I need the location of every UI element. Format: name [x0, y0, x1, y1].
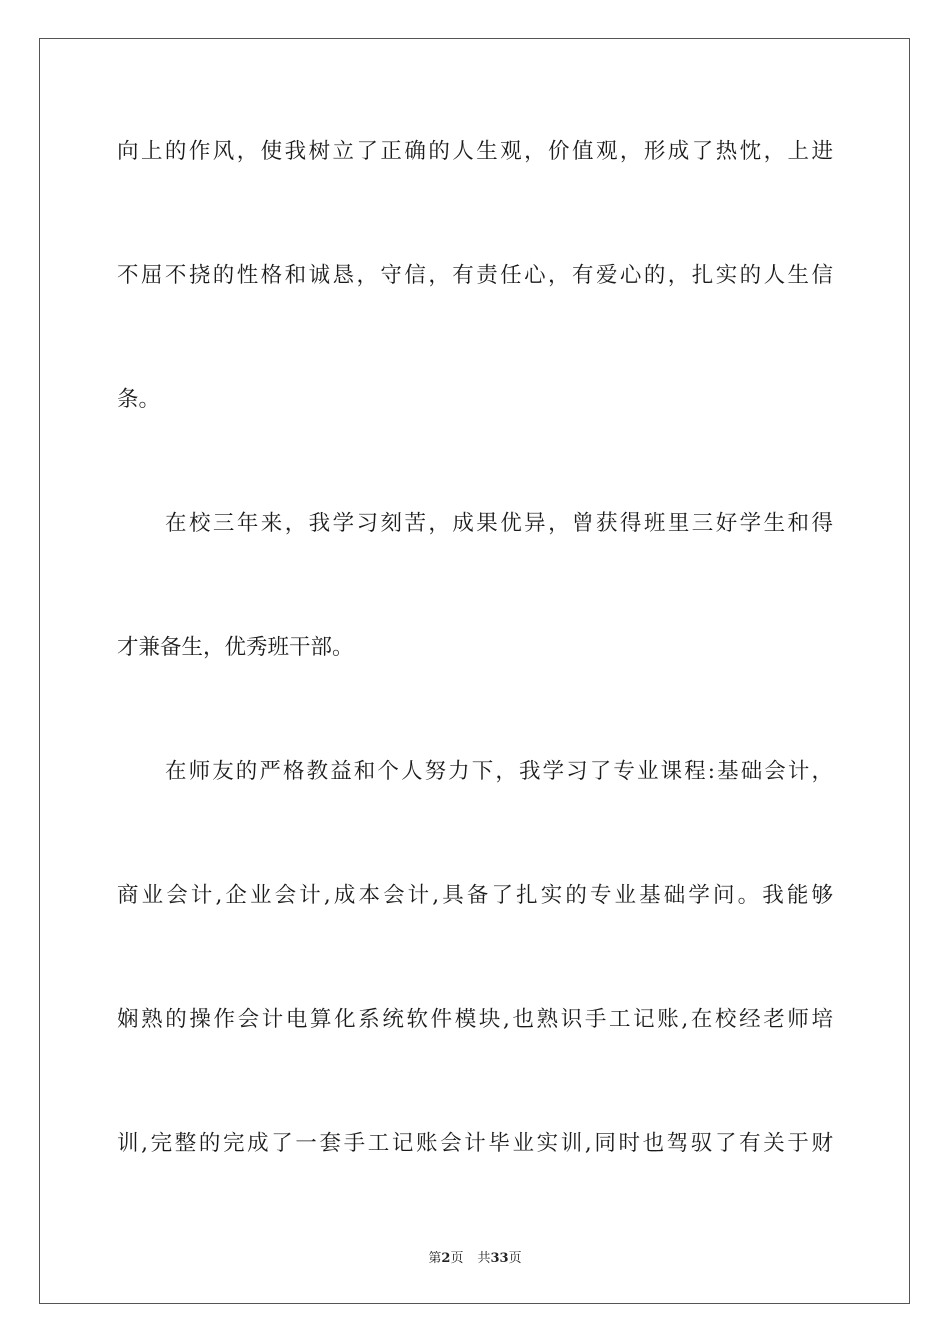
body-text-line-4: 在校三年来，我学习刻苦，成果优异，曾获得班里三好学生和得	[165, 511, 833, 536]
body-text-line-5: 才兼备生，优秀班干部。	[117, 635, 354, 660]
body-text-line-7: 商业会计,企业会计,成本会计,具备了扎实的专业基础学问。我能够	[117, 883, 833, 908]
page-footer	[0, 1247, 950, 1266]
body-text-line-3: 条。	[117, 387, 161, 412]
body-text-line-6: 在师友的严格教益和个人努力下，我学习了专业课程:基础会计，	[165, 759, 833, 784]
page-frame	[39, 38, 910, 1304]
body-text-line-8: 娴熟的操作会计电算化系统软件模块,也熟识手工记账,在校经老师培	[117, 1007, 833, 1032]
total-pages-prefix: 共	[477, 1251, 491, 1266]
total-pages: 33	[490, 1251, 509, 1266]
page-number: 2	[441, 1251, 451, 1266]
body-text-line-1: 向上的作风，使我树立了正确的人生观，价值观，形成了热忱，上进	[117, 139, 833, 164]
page-number-prefix: 第	[428, 1251, 442, 1266]
page-number-suffix: 页	[450, 1251, 464, 1266]
total-pages-suffix: 页	[508, 1251, 522, 1266]
body-text-line-2: 不屈不挠的性格和诚恳，守信，有责任心，有爱心的，扎实的人生信	[117, 263, 833, 288]
body-text-line-9: 训,完整的完成了一套手工记账会计毕业实训,同时也驾驭了有关于财	[117, 1131, 833, 1156]
